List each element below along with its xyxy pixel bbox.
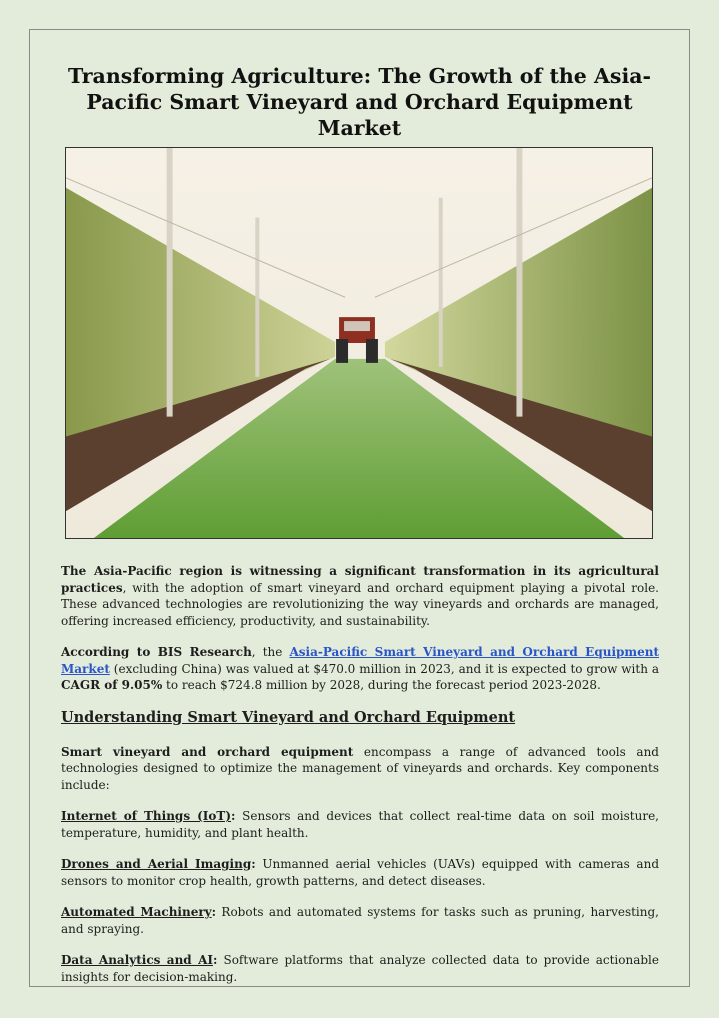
component-colon: : xyxy=(213,953,218,967)
research-lead: According to BIS Research xyxy=(61,645,252,659)
page-title: Transforming Agriculture: The Growth of the Asia-Pacific Smart Vineyard and Orchard Equipment Market xyxy=(67,64,652,140)
component-colon: : xyxy=(231,809,236,823)
document-page xyxy=(29,29,690,987)
component-desc: Unmanned aerial vehicles (UAVs) equipped with cameras and sensors to monitor crop health, growth patterns, and detect diseases. xyxy=(61,857,659,888)
component-term: Automated Machinery xyxy=(61,905,212,919)
component-desc: Software platforms that analyze collected data to provide actionable insights for decision-making. xyxy=(61,953,659,984)
equipment-paragraph xyxy=(61,744,659,794)
research-post: to reach $724.8 million by 2028, during the forecast period 2023-2028. xyxy=(162,678,601,692)
component-item xyxy=(61,856,659,889)
component-term: Internet of Things (IoT) xyxy=(61,809,232,823)
intro-paragraph xyxy=(61,563,659,629)
section-heading: Understanding Smart Vineyard and Orchard Equipment xyxy=(61,708,516,726)
component-colon: : xyxy=(251,857,256,871)
component-colon: : xyxy=(211,905,217,919)
equipment-text: encompass a range of advanced tools and technologies designed to optimize the management of vineyards and orchards. Key components include: xyxy=(61,744,659,792)
orchard-illustration xyxy=(66,148,652,538)
component-term: Data Analytics and AI xyxy=(61,953,214,967)
orchard-tractor-photo xyxy=(65,147,653,539)
market-report-link[interactable]: Asia-Pacific Smart Vineyard and Orchard Equipment Market xyxy=(61,645,659,676)
intro-lead: The Asia-Pacific region is witnessing a significant transformation in its agricultural practices xyxy=(61,564,659,595)
article-body xyxy=(61,563,659,1000)
research-mid: (excluding China) was valued at $470.0 million in 2023, and it is expected to grow with a xyxy=(109,661,659,676)
component-item xyxy=(61,952,659,985)
component-item xyxy=(61,904,659,937)
equipment-lead: Smart vineyard and orchard equipment xyxy=(61,744,354,759)
research-pre-link: , the xyxy=(251,645,290,659)
component-desc: Sensors and devices that collect real-time data on soil moisture, temperature, humidity, and plant health. xyxy=(61,809,659,840)
component-item xyxy=(61,808,659,841)
intro-text: , with the adoption of smart vineyard and orchard equipment playing a pivotal role. These advanced technologies are revolutionizing the way vineyards and orchards are managed, offering increased efficiency, productivity, and sustainability. xyxy=(61,580,659,628)
cagr-value: CAGR of 9.05% xyxy=(61,678,163,692)
component-desc: Robots and automated systems for tasks such as pruning, harvesting, and spraying. xyxy=(61,905,659,936)
research-paragraph xyxy=(61,644,659,694)
component-term: Drones and Aerial Imaging xyxy=(61,857,252,871)
